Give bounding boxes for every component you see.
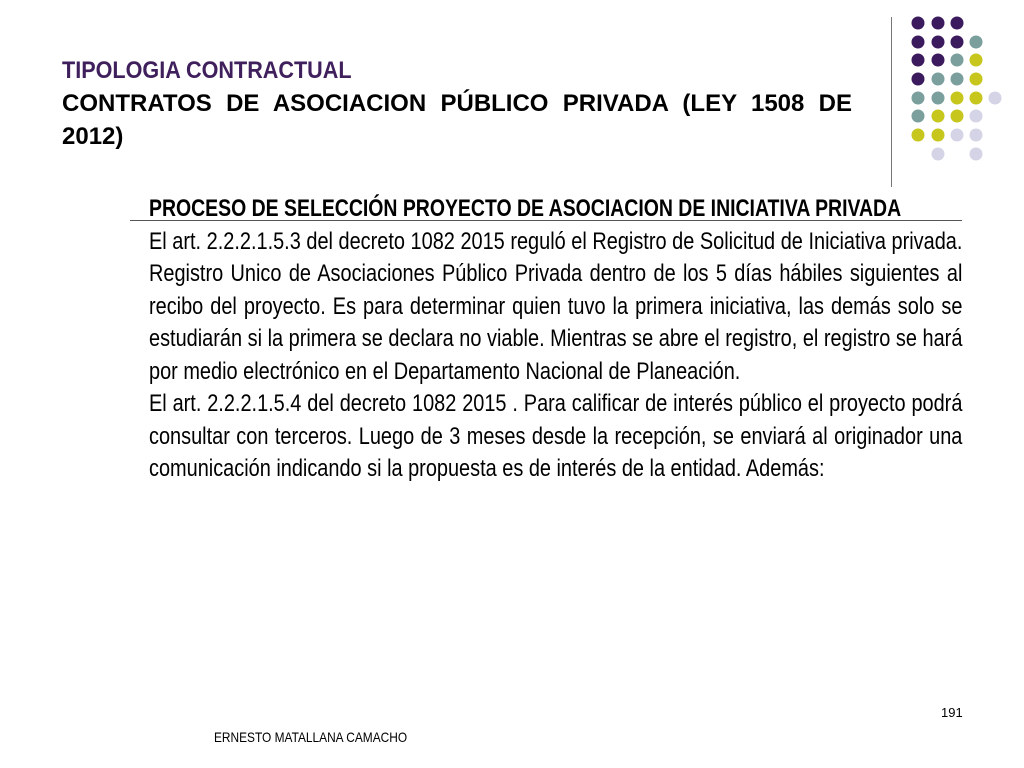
title-line-1: TIPOLOGIA CONTRACTUAL <box>62 57 352 84</box>
footer-author: ERNESTO MATALLANA CAMACHO <box>214 729 408 745</box>
page-number: 191 <box>941 705 963 720</box>
dot <box>912 73 925 86</box>
dot <box>951 36 964 49</box>
body-paragraph-1: El art. 2.2.2.1.5.3 del decreto 1082 2015 reguló el Registro de Solicitud de Iniciativa privada. Registro Unico de Asociaciones Público Privada dentro de los 5 días hábiles siguientes al recibo del proyecto. Es para determinar quien tuvo la primera iniciativa, las demás solo se estudiarán si la primera se declara no viable. Mientras se abre el registro, el registro se hará por medio electrónico en el Departamento Nacional de Planeación. <box>149 227 963 385</box>
dot <box>932 54 945 67</box>
dot <box>951 110 964 123</box>
section-heading: PROCESO DE SELECCIÓN PROYECTO DE ASOCIACION DE INICIATIVA PRIVADA <box>149 195 902 222</box>
title-line-2: CONTRATOS DE ASOCIACION PÚBLICO PRIVADA (LEY 1508 DE 2012) <box>62 90 852 150</box>
dot <box>951 129 964 142</box>
dot <box>912 110 925 123</box>
dot <box>970 148 983 161</box>
dot <box>912 129 925 142</box>
dot <box>932 129 945 142</box>
dot <box>970 129 983 142</box>
dot <box>970 73 983 86</box>
dot <box>951 92 964 105</box>
dot <box>970 36 983 49</box>
dot <box>932 92 945 105</box>
dot <box>912 36 925 49</box>
slide-title <box>62 55 862 153</box>
dot <box>951 54 964 67</box>
slide-body <box>149 193 962 486</box>
dot <box>932 73 945 86</box>
dot <box>932 148 945 161</box>
dot <box>932 17 945 30</box>
dot <box>970 54 983 67</box>
dot <box>989 92 1002 105</box>
body-paragraph-2: El art. 2.2.2.1.5.4 del decreto 1082 2015 . Para calificar de interés público el proyecto podrá consultar con terceros. Luego de 3 meses desde la recepción, se enviará al originador una comunicación indicando si la propuesta es de interés de la entidad. Además: <box>149 390 963 482</box>
dot <box>951 17 964 30</box>
dot <box>912 54 925 67</box>
dot <box>912 17 925 30</box>
dot <box>970 92 983 105</box>
vertical-divider <box>891 17 892 187</box>
dot <box>951 73 964 86</box>
dot <box>932 36 945 49</box>
dot <box>932 110 945 123</box>
dot <box>970 110 983 123</box>
decorative-dot-grid <box>908 15 1018 165</box>
dot <box>912 92 925 105</box>
